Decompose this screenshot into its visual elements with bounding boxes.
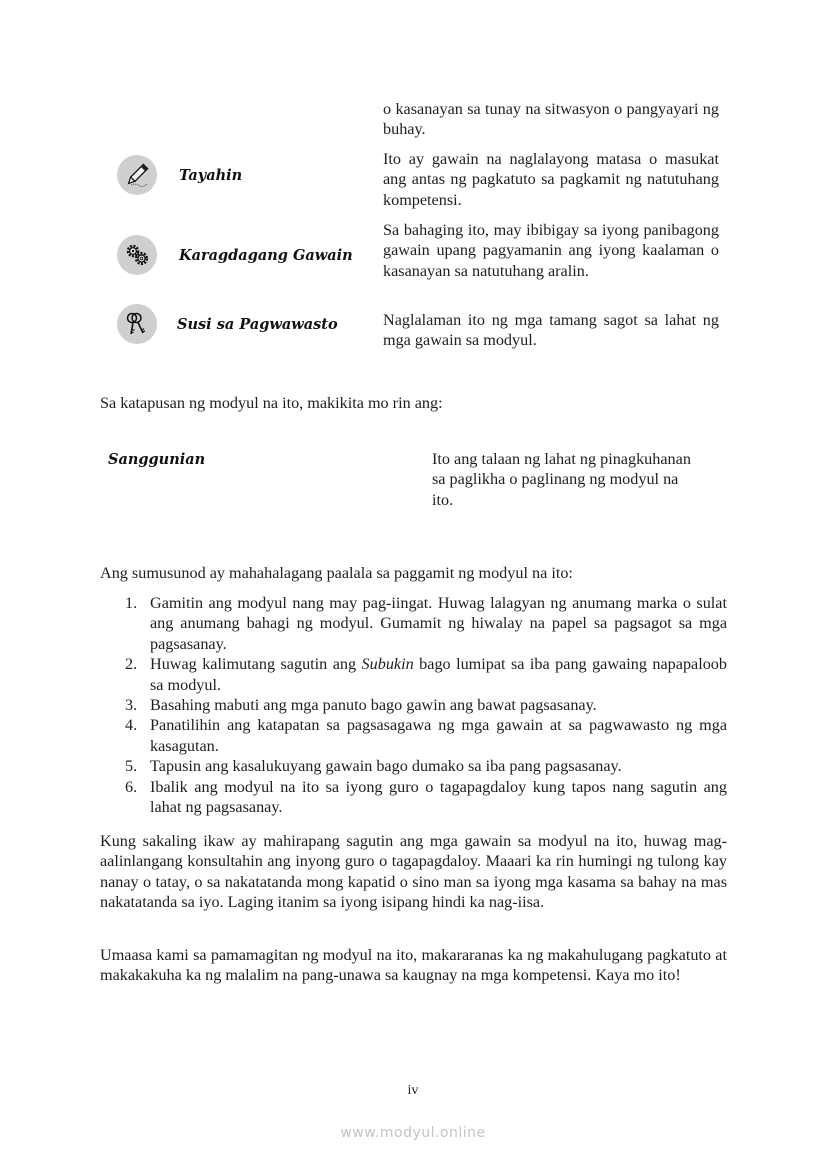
list-item-text: Gamitin ang modyul nang may pag-iingat. Huwag lalagyan ng anumang marka o sulat ang anumang bahagi ng modyul. Gumamit ng hiwalay na papel sa pagsagot sa mga pagsasanay. xyxy=(150,594,727,653)
list-item-text: Huwag kalimutang sagutin ang Subukin bago lumipat sa iba pang gawaing napapaloob sa modyul. xyxy=(150,655,727,694)
list-item xyxy=(100,695,727,715)
list-item-number: 6. xyxy=(125,777,138,796)
list-item-text: Panatilihin ang katapatan sa pagsasagawa ng mga gawain at sa pagwawasto ng mga kasagutan. xyxy=(150,716,727,755)
row-description-tayahin: Ito ay gawain na naglalayong matasa o masukat ang antas ng pagkatuto sa pagkamit ng natutuhang kompetensi. xyxy=(383,150,719,209)
gears-icon xyxy=(117,235,157,275)
end-of-module-intro: Sa katapusan ng modyul na ito, makikita mo rin ang: xyxy=(100,394,443,412)
list-item xyxy=(100,756,727,776)
sanggunian-label: Sanggunian xyxy=(108,451,206,468)
list-item xyxy=(100,777,727,818)
list-item xyxy=(100,715,727,756)
watermark: www.modyul.online xyxy=(340,1125,486,1141)
list-item-number: 2. xyxy=(125,655,138,674)
list-item-number: 3. xyxy=(125,696,138,715)
list-item-number: 5. xyxy=(125,757,138,776)
list-item xyxy=(100,654,727,695)
help-paragraph: Kung sakaling ikaw ay mahirapang sagutin ang mga gawain sa modyul na ito, huwag mag-aalinlangang konsultahin ang inyong guro o tagapagdaloy. Maaari ka rin humingi ng tulong kay nanay o tatay, o sa nakatatanda mong kapatid o sino man sa iyong mga kasama sa bahay na mas nakatatanda sa iyo. Laging itanim sa iyong isipang hindi ka nag-iisa. xyxy=(100,832,727,912)
list-item-text: Ibalik ang modyul na ito sa iyong guro o tagapagdaloy kung tapos nang sagutin ang lahat ng pagsasanay. xyxy=(150,777,727,817)
list-item-text: Tapusin ang kasalukuyang gawain bago dumako sa iba pang pagsasanay. xyxy=(150,757,622,776)
sanggunian-description: Ito ang talaan ng lahat ng pinagkuhanan sa paglikha o paglinang ng modyul na ito. xyxy=(432,450,691,509)
keys-icon xyxy=(117,304,157,344)
row-label-susi-sa-pagwawasto: Susi sa Pagwawasto xyxy=(177,316,338,333)
page-number: iv xyxy=(407,1083,419,1098)
row-label-karagdagang-gawain: Karagdagang Gawain xyxy=(179,247,353,264)
reminders-list xyxy=(100,593,727,817)
row-label-tayahin: Tayahin xyxy=(179,167,243,184)
list-item-number: 4. xyxy=(125,716,138,735)
row-description-susi-sa-pagwawasto: Naglalaman ito ng mga tamang sagot sa lahat ng mga gawain sa modyul. xyxy=(383,311,719,350)
list-item xyxy=(100,593,727,654)
continued-row-description: o kasanayan sa tunay na sitwasyon o pangyayari ng buhay. xyxy=(383,100,719,139)
row-description-karagdagang-gawain: Sa bahaging ito, may ibibigay sa iyong panibagong gawain upang pagyamanin ang iyong kaalaman o kasanayan sa natutuhang aralin. xyxy=(383,221,719,280)
list-item-number: 1. xyxy=(125,594,138,612)
list-item-text: Basahing mabuti ang mga panuto bago gawin ang bawat pagsasanay. xyxy=(150,696,597,715)
reminders-intro: Ang sumusunod ay mahahalagang paalala sa paggamit ng modyul na ito: xyxy=(100,564,573,582)
pencil-icon xyxy=(117,155,157,195)
closing-paragraph: Umaasa kami sa pamamagitan ng modyul na ito, makararanas ka ng makahulugang pagkatuto at makakakuha ka ng malalim na pang-unawa sa kaugnay na mga kompetensi. Kaya mo ito! xyxy=(100,946,727,985)
subukin-emphasis: Subukin xyxy=(361,655,414,674)
